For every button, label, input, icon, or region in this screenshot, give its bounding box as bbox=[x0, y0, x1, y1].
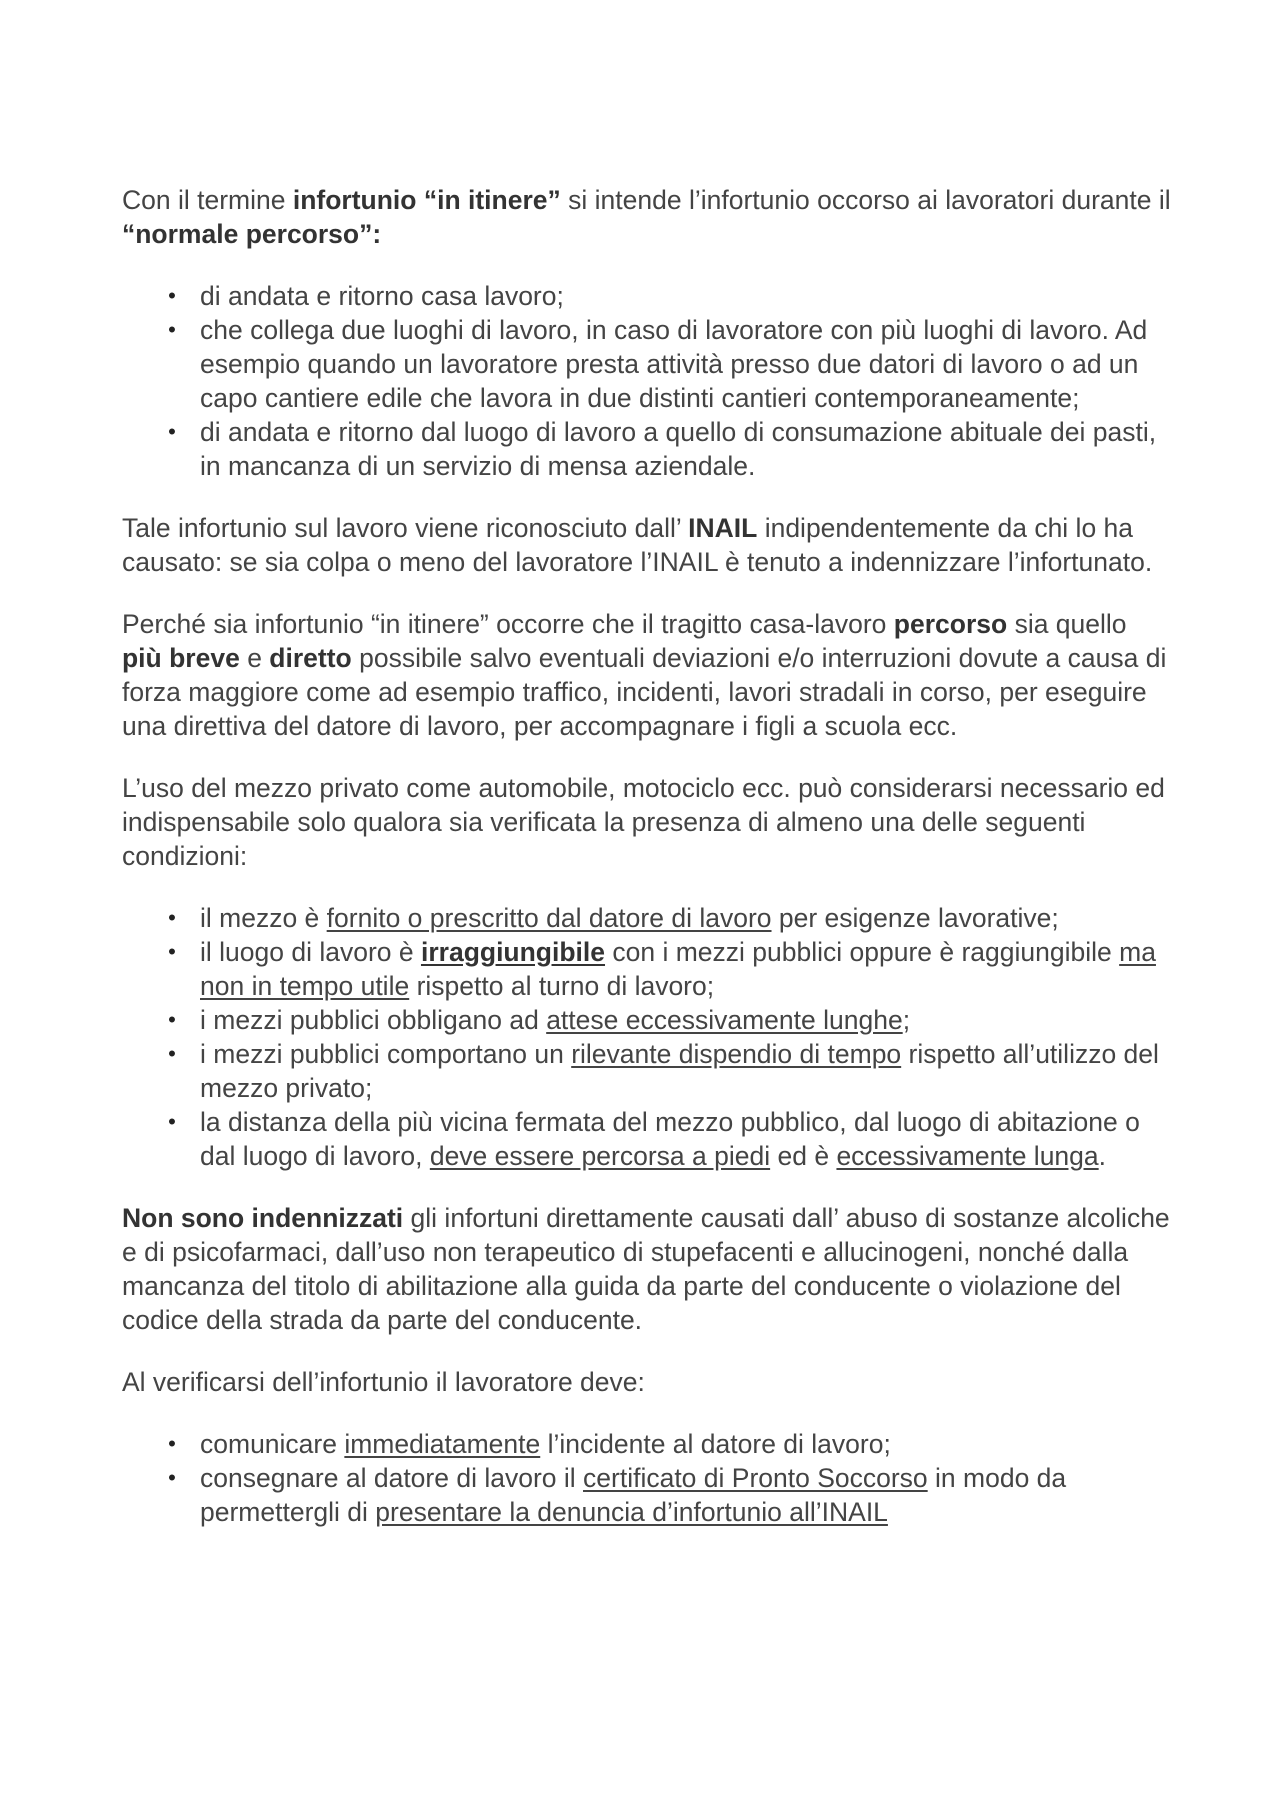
verificarsi-paragraph: Al verificarsi dell’infortunio il lavoratore deve: bbox=[122, 1367, 645, 1397]
bullet-icon: • bbox=[168, 317, 176, 342]
paragraph-text: Tale infortunio sul lavoro viene riconosciuto dall’ bbox=[122, 513, 689, 543]
document-body bbox=[122, 183, 1172, 1529]
bold-term: diretto bbox=[269, 643, 352, 673]
bullet-icon: • bbox=[168, 1109, 176, 1134]
list-item-text: rispetto al turno di lavoro; bbox=[409, 971, 715, 1001]
underlined-text: rilevante dispendio di tempo bbox=[571, 1039, 902, 1069]
list-item-text: il mezzo è bbox=[200, 903, 327, 933]
bold-term: percorso bbox=[893, 609, 1008, 639]
underlined-text: ma non in tempo utile bbox=[200, 937, 1156, 1001]
bullet-icon: • bbox=[168, 283, 176, 308]
intro-text: Con il termine bbox=[122, 185, 293, 215]
bold-underlined-text: irraggiungibile bbox=[420, 937, 606, 967]
list-item-text: ; bbox=[902, 1005, 911, 1035]
bullet-icon: • bbox=[168, 1431, 176, 1456]
bullet-icon: • bbox=[168, 1041, 176, 1066]
list-item bbox=[122, 415, 1172, 483]
bold-term: più breve bbox=[122, 643, 240, 673]
bullet-icon: • bbox=[168, 419, 176, 444]
paragraph-text: gli infortuni direttamente causati dall’ abuso di sostanze alcoliche e di psicofarmaci, dall’uso non terapeutico di stupefacenti e allucinogeni, nonché dalla mancanza del titolo di abilitazione alla guida da parte del conducente o violazione del codice della strada da parte del conducente. bbox=[122, 1203, 1170, 1335]
paragraph-text: Perché sia infortunio “in itinere” occorre che il tragitto casa-lavoro bbox=[122, 609, 894, 639]
intro-bold-term: infortunio “in itinere” bbox=[292, 185, 561, 215]
list-item-text: l’incidente al datore di lavoro; bbox=[540, 1429, 891, 1459]
list-item-text: i mezzi pubblici obbligano ad bbox=[200, 1005, 547, 1035]
paragraph-text: indipendentemente da chi lo ha causato: se sia colpa o meno del lavoratore l’INAIL è tenuto a indennizzare l’infortunato. bbox=[122, 513, 1153, 577]
list-item-text: in modo da permettergli di bbox=[200, 1463, 1067, 1527]
list-item-text: di andata e ritorno casa lavoro; bbox=[200, 281, 564, 311]
doveri-list bbox=[122, 1427, 1172, 1529]
underlined-text: fornito o prescritto dal datore di lavoro bbox=[326, 903, 772, 933]
underlined-text: attese eccessivamente lunghe bbox=[546, 1005, 903, 1035]
underlined-text: presentare la denuncia d’infortunio all’INAIL bbox=[375, 1497, 888, 1527]
list-item-text: di andata e ritorno dal luogo di lavoro a quello di consumazione abituale dei pasti, in mancanza di un servizio di mensa aziendale. bbox=[200, 417, 1157, 481]
list-item-text: rispetto all’utilizzo del mezzo privato; bbox=[200, 1039, 1159, 1103]
bold-term: INAIL bbox=[688, 513, 758, 543]
list-item-text: comunicare bbox=[200, 1429, 345, 1459]
bold-term: Non sono indennizzati bbox=[122, 1203, 404, 1233]
list-item-text: . bbox=[1098, 1141, 1107, 1171]
list-item-text: il luogo di lavoro è bbox=[200, 937, 421, 967]
list-item bbox=[122, 1037, 1172, 1105]
intro-paragraph bbox=[122, 183, 1172, 251]
list-item bbox=[122, 1461, 1172, 1529]
list-item bbox=[122, 1003, 1172, 1037]
intro-text: si intende l’infortunio occorso ai lavoratori durante il bbox=[560, 185, 1171, 215]
list-item bbox=[122, 1427, 1172, 1461]
list-item-text: con i mezzi pubblici oppure è raggiungibile bbox=[605, 937, 1120, 967]
list-item-text: consegnare al datore di lavoro il bbox=[200, 1463, 584, 1493]
bullet-icon: • bbox=[168, 1465, 176, 1490]
underlined-text: eccessivamente lunga bbox=[836, 1141, 1099, 1171]
underlined-text: deve essere percorsa a piedi bbox=[429, 1141, 771, 1171]
non-indennizzati-paragraph bbox=[122, 1201, 1172, 1337]
condizioni-list bbox=[122, 901, 1172, 1173]
perche-paragraph bbox=[122, 607, 1172, 743]
paragraph-text: sia quello bbox=[1007, 609, 1127, 639]
list-item bbox=[122, 313, 1172, 415]
list-item-text: la distanza della più vicina fermata del mezzo pubblico, dal luogo di abitazione o dal luogo di lavoro, bbox=[200, 1107, 1140, 1171]
list-item-text: i mezzi pubblici comportano un bbox=[200, 1039, 572, 1069]
list-item bbox=[122, 279, 1172, 313]
inail-paragraph bbox=[122, 511, 1172, 579]
underlined-text: immediatamente bbox=[344, 1429, 541, 1459]
mezzo-paragraph: L’uso del mezzo privato come automobile, motociclo ecc. può considerarsi necessario ed indispensabile solo qualora sia verificata la presenza di almeno una delle seguenti condizioni: bbox=[122, 773, 1165, 871]
underlined-text: certificato di Pronto Soccorso bbox=[583, 1463, 928, 1493]
bullet-icon: • bbox=[168, 1007, 176, 1032]
list-item-text: per esigenze lavorative; bbox=[771, 903, 1059, 933]
list-item bbox=[122, 1105, 1172, 1173]
percorso-list bbox=[122, 279, 1172, 483]
list-item-text: che collega due luoghi di lavoro, in caso di lavoratore con più luoghi di lavoro. Ad esempio quando un lavoratore presta attività presso due datori di lavoro o ad un capo cantiere edile che lavora in due distinti cantieri contemporaneamente; bbox=[200, 315, 1148, 413]
bullet-icon: • bbox=[168, 905, 176, 930]
intro-bold-term: “normale percorso”: bbox=[122, 219, 382, 249]
list-item bbox=[122, 901, 1172, 935]
paragraph-text: e bbox=[239, 643, 270, 673]
bullet-icon: • bbox=[168, 939, 176, 964]
list-item-text: ed è bbox=[770, 1141, 837, 1171]
list-item bbox=[122, 935, 1172, 1003]
paragraph-text: possibile salvo eventuali deviazioni e/o interruzioni dovute a causa di forza maggiore come ad esempio traffico, incidenti, lavori stradali in corso, per eseguire una direttiva del datore di lavoro, per accompagnare i figli a scuola ecc. bbox=[122, 643, 1167, 741]
